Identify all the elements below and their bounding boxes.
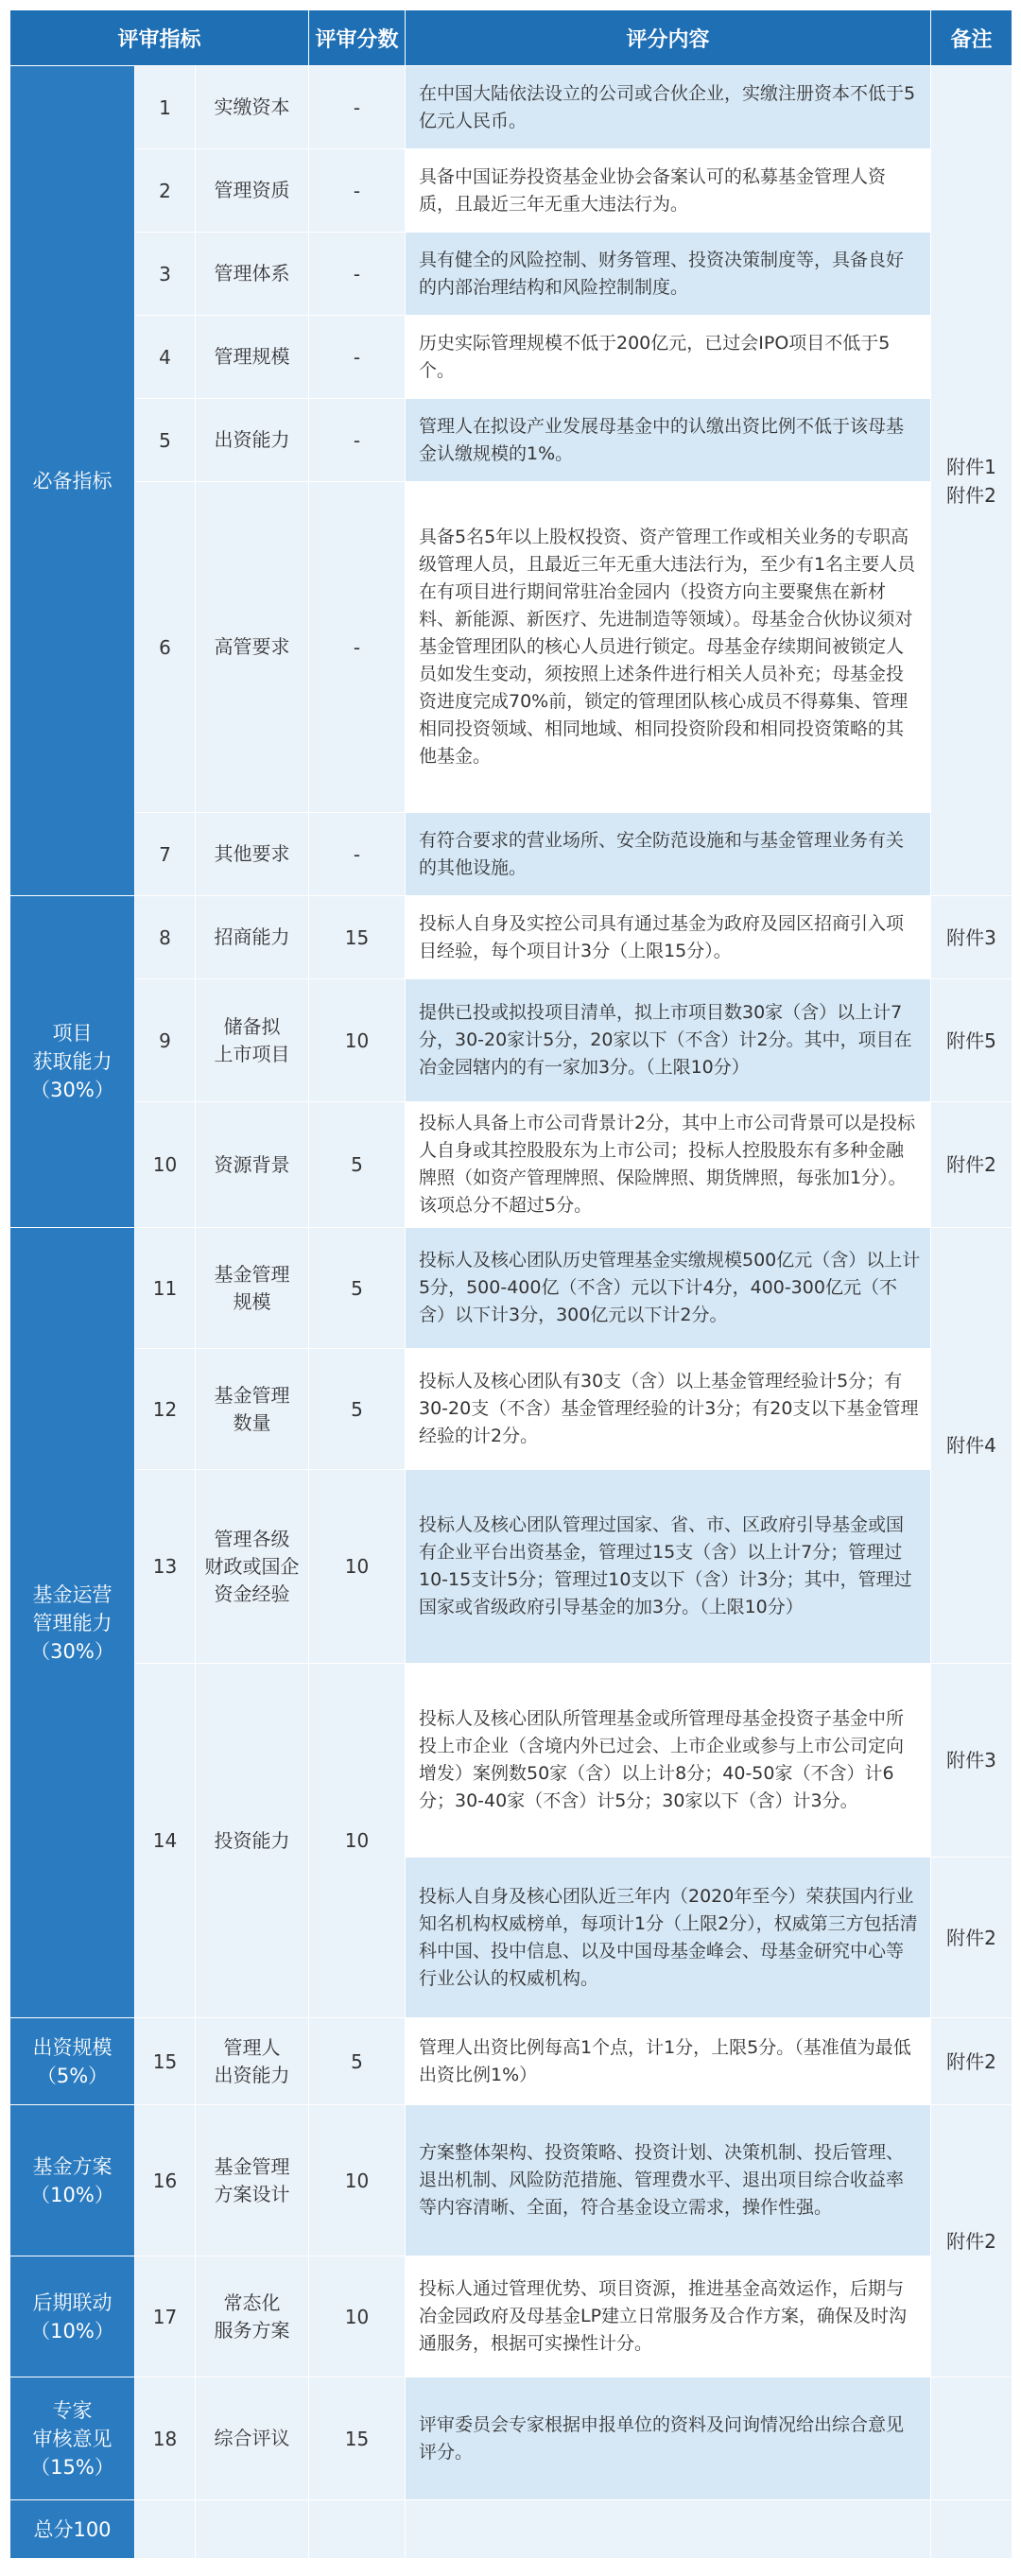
- table-row: [10, 1228, 1012, 1349]
- category-expert-review: 专家 审核意见 （15%）: [10, 2377, 135, 2500]
- note-attachment: 附件2: [931, 2105, 1012, 2377]
- table-row: [10, 813, 1012, 896]
- scoring-table: [9, 9, 1012, 2559]
- table-row: [10, 149, 1012, 233]
- score-value: 10: [309, 2105, 406, 2256]
- indicator-name: 综合评议: [196, 2377, 309, 2500]
- score-value: 15: [309, 2377, 406, 2500]
- indicator-name: 管理资质: [196, 149, 309, 233]
- table-row: [10, 316, 1012, 399]
- row-number: 14: [135, 1664, 196, 2018]
- scoring-content: 投标人及核心团队管理过国家、省、市、区政府引导基金或国有企业平台出资基金，管理过15支（含）以上计7分；管理过10-15支计5分；管理过10支以下（含）计3分；其中，管理过国家或省级政府引导基金的加3分。（上限10分）: [406, 1470, 931, 1664]
- scoring-content: 投标人及核心团队所管理基金或所管理母基金投资子基金中所投上市企业（含境内外已过会、上市企业或参与上市公司定向增发）案例数50家（含）以上计8分；40-50家（不含）计6分；30-40家（不含）计5分；30家以下（含）计3分。: [406, 1664, 931, 1858]
- row-number: 3: [135, 233, 196, 316]
- row-number: 4: [135, 316, 196, 399]
- table-row: [10, 66, 1012, 149]
- indicator-name: 基金管理 规模: [196, 1228, 309, 1349]
- header-note: 备注: [931, 10, 1012, 66]
- note-attachment: 附件3: [931, 896, 1012, 979]
- row-number: 8: [135, 896, 196, 979]
- indicator-name: 常态化 服务方案: [196, 2256, 309, 2377]
- category-follow-up: 后期联动 （10%）: [10, 2256, 135, 2377]
- scoring-content: 投标人及核心团队历史管理基金实缴规模500亿元（含）以上计5分，500-400亿（不含）元以下计4分，400-300亿元（不含）以下计3分，300亿元以下计2分。: [406, 1228, 931, 1349]
- row-number: 15: [135, 2018, 196, 2105]
- row-number: 11: [135, 1228, 196, 1349]
- score-value: -: [309, 149, 406, 233]
- indicator-name: 投资能力: [196, 1664, 309, 2018]
- row-number: 5: [135, 399, 196, 482]
- table-row: [10, 2256, 1012, 2377]
- total-empty: [406, 2500, 931, 2559]
- note-attachment: 附件2: [931, 2018, 1012, 2105]
- table-row: [10, 1102, 1012, 1228]
- scoring-content: 具备5名5年以上股权投资、资产管理工作或相关业务的专职高级管理人员，且最近三年无重大违法行为，至少有1名主要人员在有项目进行期间常驻冶金园内（投资方向主要聚焦在新材料、新能源、新医疗、先进制造等领域）。母基金合伙协议须对基金管理团队的核心人员进行锁定。母基金存续期间被锁定人员如发生变动，须按照上述条件进行相关人员补充；母基金投资进度完成70%前，锁定的管理团队核心成员不得募集、管理相同投资领域、相同地域、相同投资阶段和相同投资策略的其他基金。: [406, 482, 931, 813]
- indicator-name: 管理体系: [196, 233, 309, 316]
- table-row: [10, 399, 1012, 482]
- row-number: 17: [135, 2256, 196, 2377]
- row-number: 16: [135, 2105, 196, 2256]
- scoring-content: 投标人及核心团队有30支（含）以上基金管理经验计5分；有30-20支（不含）基金管理经验的计3分；有20支以下基金管理经验的计2分。: [406, 1349, 931, 1470]
- table-row: [10, 896, 1012, 979]
- header-content: 评分内容: [406, 10, 931, 66]
- scoring-content: 具备中国证券投资基金业协会备案认可的私募基金管理人资质，且最近三年无重大违法行为。: [406, 149, 931, 233]
- score-value: 5: [309, 1349, 406, 1470]
- total-empty: [309, 2500, 406, 2559]
- total-score-label: 总分100: [10, 2500, 135, 2559]
- note-attachment: 附件5: [931, 979, 1012, 1102]
- score-value: 5: [309, 2018, 406, 2105]
- scoring-content: 方案整体架构、投资策略、投资计划、决策机制、投后管理、退出机制、风险防范措施、管理费水平、退出项目综合收益率等内容清晰、全面，符合基金设立需求，操作性强。: [406, 2105, 931, 2256]
- row-number: 7: [135, 813, 196, 896]
- total-empty: [196, 2500, 309, 2559]
- note-attachment: 附件4: [931, 1228, 1012, 1664]
- indicator-name: 管理人 出资能力: [196, 2018, 309, 2105]
- scoring-content: 历史实际管理规模不低于200亿元，已过会IPO项目不低于5个。: [406, 316, 931, 399]
- scoring-content: 评审委员会专家根据申报单位的资料及问询情况给出综合意见评分。: [406, 2377, 931, 2500]
- table-row: [10, 2018, 1012, 2105]
- table-row: [10, 979, 1012, 1102]
- note-attachment: 附件1 附件2: [931, 66, 1012, 896]
- category-required: 必备指标: [10, 66, 135, 896]
- total-row: [10, 2500, 1012, 2559]
- row-number: 10: [135, 1102, 196, 1228]
- table-row: [10, 2377, 1012, 2500]
- row-number: 9: [135, 979, 196, 1102]
- score-value: -: [309, 813, 406, 896]
- scoring-content: 投标人自身及实控公司具有通过基金为政府及园区招商引入项目经验，每个项目计3分（上限15分）。: [406, 896, 931, 979]
- table-row: [10, 1664, 1012, 1858]
- category-fund-plan: 基金方案 （10%）: [10, 2105, 135, 2256]
- table-row: [10, 233, 1012, 316]
- row-number: 6: [135, 482, 196, 813]
- total-empty: [135, 2500, 196, 2559]
- row-number: 12: [135, 1349, 196, 1470]
- score-value: -: [309, 316, 406, 399]
- note-attachment: 附件2: [931, 1102, 1012, 1228]
- note-attachment: 附件2: [931, 1858, 1012, 2018]
- scoring-content: 管理人在拟设产业发展母基金中的认缴出资比例不低于该母基金认缴规模的1%。: [406, 399, 931, 482]
- score-value: 10: [309, 979, 406, 1102]
- score-value: 10: [309, 1470, 406, 1664]
- indicator-name: 基金管理 方案设计: [196, 2105, 309, 2256]
- row-number: 18: [135, 2377, 196, 2500]
- scoring-content: 提供已投或拟投项目清单，拟上市项目数30家（含）以上计7分，30-20家计5分，20家以下（不含）计2分。其中，项目在冶金园辖内的有一家加3分。（上限10分）: [406, 979, 931, 1102]
- row-number: 1: [135, 66, 196, 149]
- scoring-content: 具有健全的风险控制、财务管理、投资决策制度等，具备良好的内部治理结构和风险控制制度。: [406, 233, 931, 316]
- indicator-name: 招商能力: [196, 896, 309, 979]
- row-number: 13: [135, 1470, 196, 1664]
- category-project-acquisition: 项目 获取能力 （30%）: [10, 896, 135, 1228]
- row-number: 2: [135, 149, 196, 233]
- indicator-name: 高管要求: [196, 482, 309, 813]
- score-value: 10: [309, 1664, 406, 2018]
- score-value: 5: [309, 1102, 406, 1228]
- indicator-name: 基金管理 数量: [196, 1349, 309, 1470]
- indicator-name: 资源背景: [196, 1102, 309, 1228]
- header-score: 评审分数: [309, 10, 406, 66]
- indicator-name: 其他要求: [196, 813, 309, 896]
- score-value: 15: [309, 896, 406, 979]
- scoring-content: 投标人自身及核心团队近三年内（2020年至今）荣获国内行业知名机构权威榜单，每项计1分（上限2分），权威第三方包括清科中国、投中信息、以及中国母基金峰会、母基金研究中心等行业公认的权威机构。: [406, 1858, 931, 2018]
- note-attachment: 附件3: [931, 1664, 1012, 1858]
- indicator-name: 管理规模: [196, 316, 309, 399]
- category-investment-scale: 出资规模 （5%）: [10, 2018, 135, 2105]
- indicator-name: 出资能力: [196, 399, 309, 482]
- score-value: 5: [309, 1228, 406, 1349]
- category-fund-operation: 基金运营 管理能力 （30%）: [10, 1228, 135, 2018]
- score-value: -: [309, 482, 406, 813]
- header-row: [10, 10, 1012, 66]
- indicator-name: 管理各级 财政或国企 资金经验: [196, 1470, 309, 1664]
- table-row: [10, 2105, 1012, 2256]
- note-empty: [931, 2377, 1012, 2500]
- scoring-content: 在中国大陆依法设立的公司或合伙企业，实缴注册资本不低于5亿元人民币。: [406, 66, 931, 149]
- table-row: [10, 482, 1012, 813]
- score-value: -: [309, 233, 406, 316]
- total-empty: [931, 2500, 1012, 2559]
- indicator-name: 储备拟 上市项目: [196, 979, 309, 1102]
- score-value: -: [309, 399, 406, 482]
- score-value: -: [309, 66, 406, 149]
- table-row: [10, 1349, 1012, 1470]
- table-row: [10, 1470, 1012, 1664]
- scoring-content: 投标人通过管理优势、项目资源，推进基金高效运作，后期与冶金园政府及母基金LP建立日常服务及合作方案，确保及时沟通服务，根据可实操性计分。: [406, 2256, 931, 2377]
- scoring-content: 有符合要求的营业场所、安全防范设施和与基金管理业务有关的其他设施。: [406, 813, 931, 896]
- scoring-content: 管理人出资比例每高1个点，计1分，上限5分。（基准值为最低出资比例1%）: [406, 2018, 931, 2105]
- indicator-name: 实缴资本: [196, 66, 309, 149]
- score-value: 10: [309, 2256, 406, 2377]
- header-indicator: 评审指标: [10, 10, 309, 66]
- scoring-content: 投标人具备上市公司背景计2分，其中上市公司背景可以是投标人自身或其控股股东为上市公司；投标人控股股东有多种金融牌照（如资产管理牌照、保险牌照、期货牌照，每张加1分）。该项总分不超过5分。: [406, 1102, 931, 1228]
